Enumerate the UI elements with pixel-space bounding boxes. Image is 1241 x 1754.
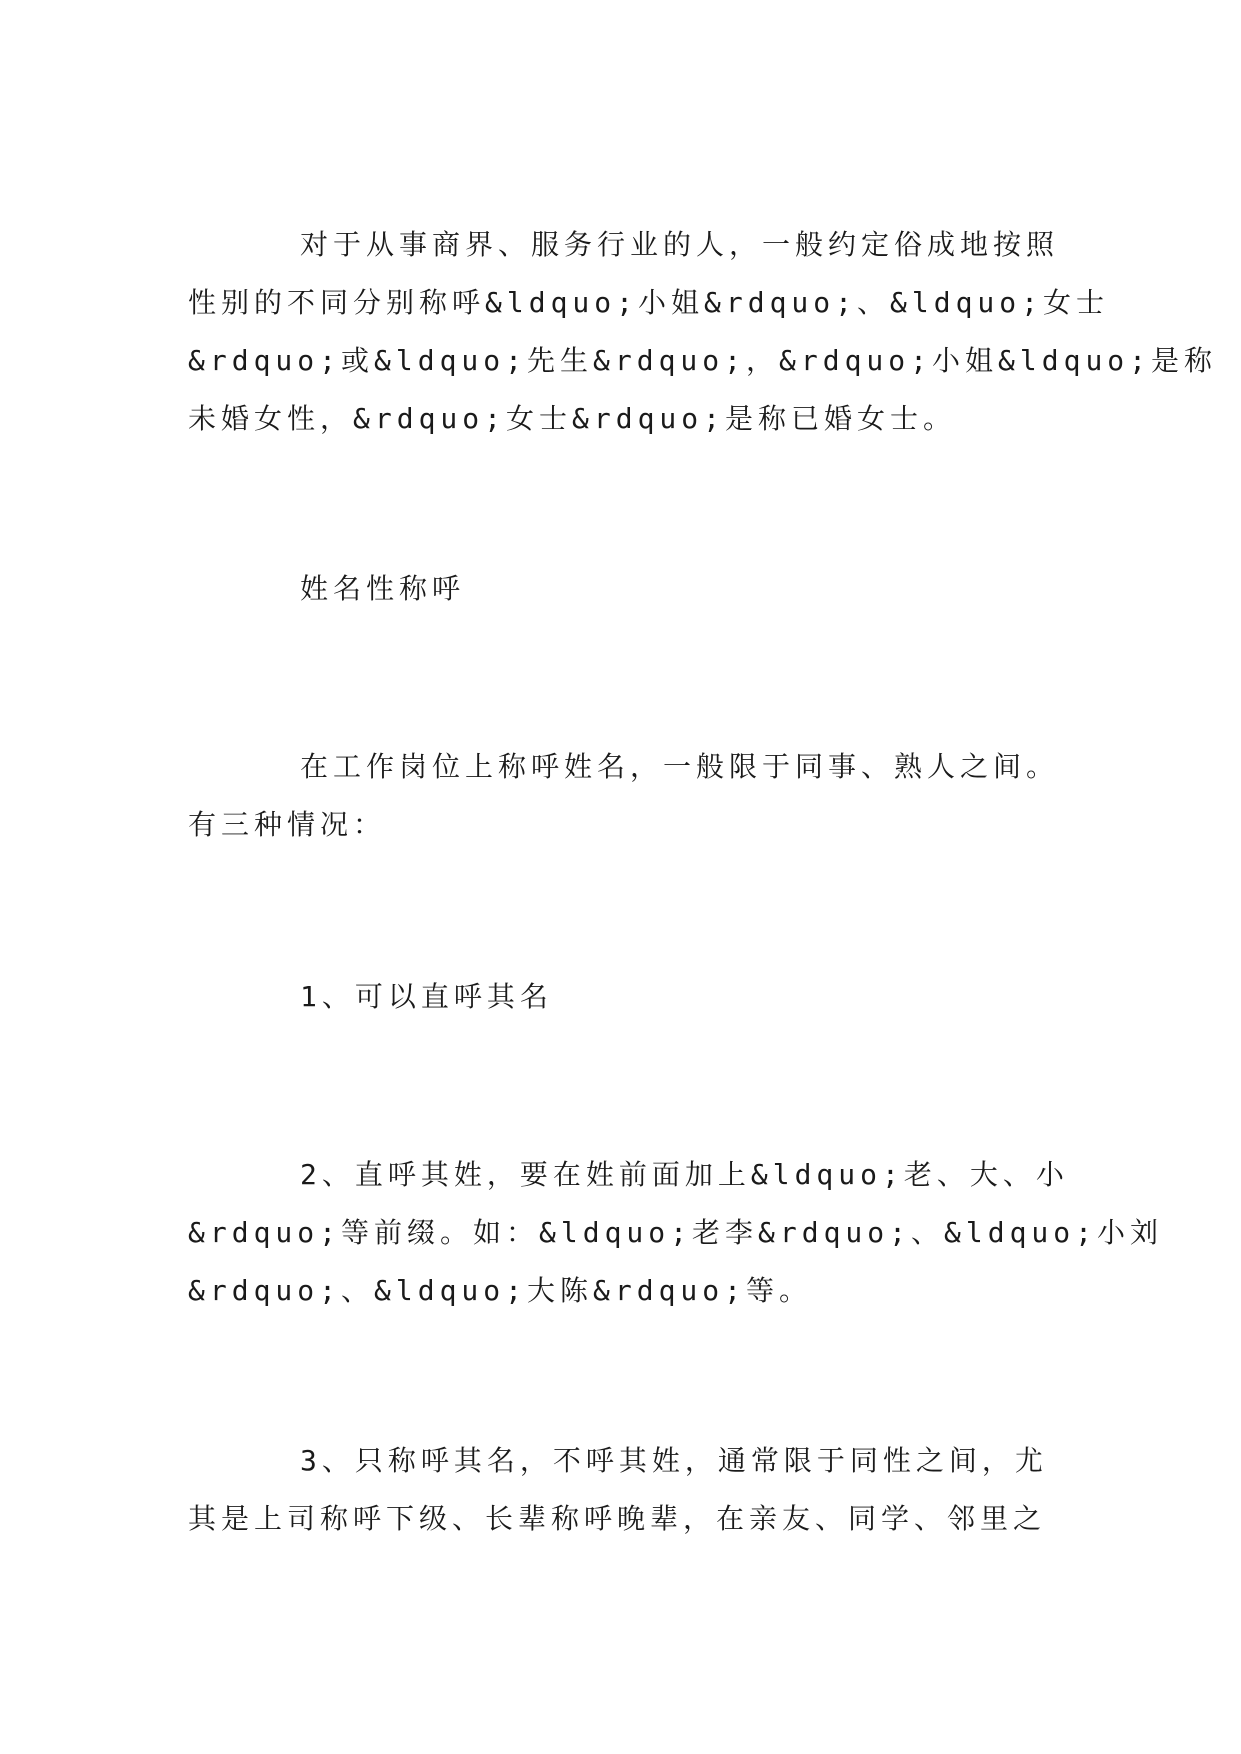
text-line: 其是上司称呼下级、长辈称呼晚辈，在亲友、同学、邻里之 <box>188 1502 1047 1535</box>
text-line: 对于从事商界、服务行业的人，一般约定俗成地按照 <box>300 228 1060 261</box>
text-line: 3、只称呼其名，不呼其姓，通常限于同性之间，尤 <box>300 1444 1048 1477</box>
paragraph-intro-cases <box>188 738 1088 854</box>
section-heading-name-address <box>188 560 1088 618</box>
list-item-1 <box>188 968 1088 1026</box>
text-line: 有三种情况： <box>188 808 387 841</box>
text-line: 在工作岗位上称呼姓名，一般限于同事、熟人之间。 <box>300 750 1060 783</box>
text-line: 性别的不同分别称呼&ldquo;小姐&rdquo;、&ldquo;女士 <box>188 286 1110 319</box>
text-line: 未婚女性，&rdquo;女士&rdquo;是称已婚女士。 <box>188 402 957 435</box>
text-line: &rdquo;、&ldquo;大陈&rdquo;等。 <box>188 1274 813 1307</box>
text-line: 2、直呼其姓，要在姓前面加上&ldquo;老、大、小 <box>300 1158 1069 1191</box>
list-item-3 <box>188 1432 1088 1548</box>
text-line: &rdquo;或&ldquo;先生&rdquo;，&rdquo;小姐&ldquo;是称 <box>188 344 1218 377</box>
paragraph-business-forms-of-address <box>188 216 1218 448</box>
section-heading: 姓名性称呼 <box>300 572 466 605</box>
text-line: &rdquo;等前缀。如：&ldquo;老李&rdquo;、&ldquo;小刘 <box>188 1216 1164 1249</box>
text-line: 1、可以直呼其名 <box>300 980 553 1013</box>
list-item-2 <box>188 1146 1164 1320</box>
